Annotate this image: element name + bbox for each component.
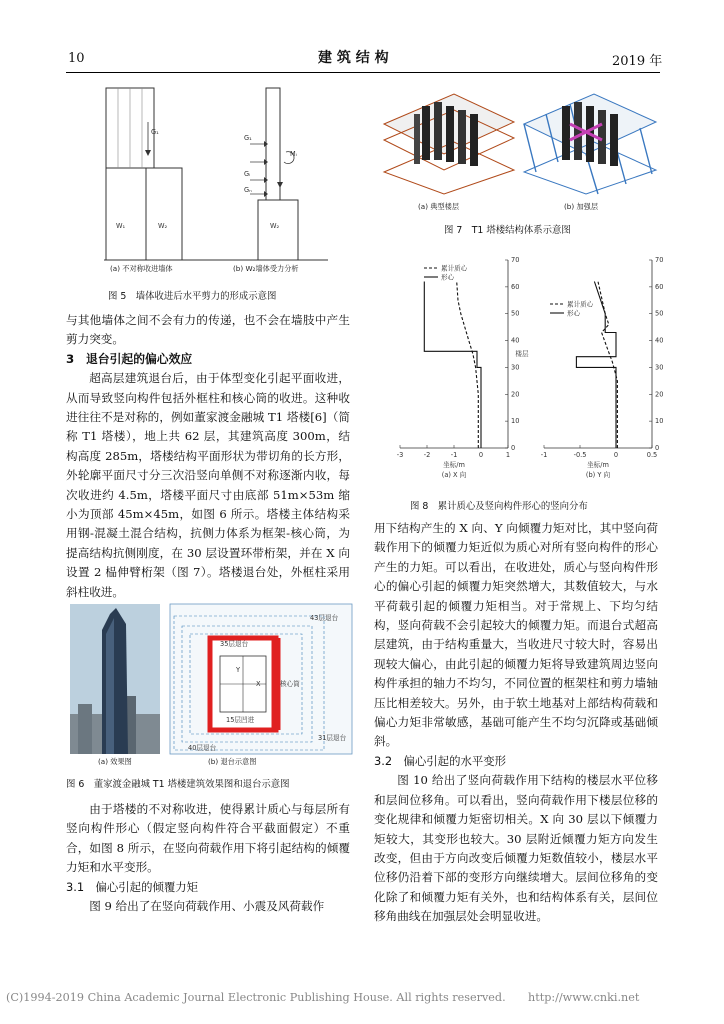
fig5a-g-label: G₁	[151, 128, 159, 136]
section-3-1-heading: 3.1 偏心引起的倾覆力矩	[66, 879, 199, 894]
chart-y-tick-label: 0	[511, 444, 516, 452]
left-p0: 与其他墙体之间不会有力的传递，也不会在墙肢中产生剪力突变。	[66, 313, 350, 347]
fig5b-gn: Gₙ	[244, 186, 252, 194]
fig6-l31: 31层退台	[318, 734, 347, 742]
section-3-2-heading: 3.2 偏心引起的水平变形	[374, 753, 507, 768]
fig5-w1: W₁	[116, 222, 126, 230]
chart-y-tick-label: 60	[655, 282, 664, 291]
chart-series-line	[424, 282, 481, 449]
fig7a-typical-floor	[384, 94, 514, 194]
chart-y-tick-label: 50	[655, 309, 664, 318]
chart-x-tick-label: 0	[478, 451, 484, 459]
left-column-lower	[66, 800, 350, 916]
chart-y-tick-label: 10	[655, 417, 664, 426]
figure-7	[374, 84, 660, 194]
page-number: 10	[68, 51, 85, 66]
chart-y-tick-label: 50	[511, 309, 520, 318]
chart-y-tick-label: 70	[655, 256, 664, 264]
fig5a-lower-left	[106, 168, 146, 260]
chart-y-tick-label: 20	[511, 390, 520, 399]
fig6-x: X	[256, 680, 261, 688]
journal-year: 2019 年	[612, 54, 663, 69]
fig6-l40: 40层退台	[188, 744, 217, 752]
legend-mass-label: 累计质心	[441, 264, 468, 273]
fig7-caption: 图 7 T1 塔楼结构体系示意图	[444, 225, 571, 236]
chart-subtitle: (b) Y 向	[585, 471, 611, 479]
fig5-caption: 图 5 墙体收进后水平剪力的形成示意图	[108, 291, 277, 302]
fig5b-w2: W₂	[270, 222, 280, 230]
chart-y-tick-label: 30	[655, 363, 664, 372]
fig5b-moment: Mᵢ	[290, 150, 297, 158]
chart-x-tick-label: -1	[540, 451, 548, 459]
figure-6	[70, 604, 352, 770]
journal-title: 建 筑 结 构	[318, 50, 389, 66]
copyright-footer: (C)1994-2019 China Academic Journal Electronic Publishing House. All rights reserved. http://www.cnki.net	[6, 991, 640, 1004]
fig6-center: 核心筒	[280, 680, 300, 688]
header-rule	[66, 72, 660, 73]
fig6-sub-a: (a) 效果图	[98, 757, 132, 766]
fig6-y: Y	[236, 666, 241, 674]
chart-subtitle: (a) X 向	[441, 471, 467, 479]
chart-x-tick-label: -2	[423, 451, 431, 459]
fig6-l43: 43层退台	[310, 614, 339, 622]
left-p1: 超高层建筑退台后，由于体型变化引起平面收进，从而导致竖向构件包括外框柱和核心筒的收进。这种收进往往不是对称的，例如董家渡金融城 T1 塔楼[6]（简称 T1 塔楼），地上共 62 层，其建筑高度 300m，结构高度 285m，塔楼结构平面形状为带切角的长方形，外轮廓平面尺寸分三次沿竖向单侧不对称逐渐内收，每次收进约 4.5m，塔楼平面尺寸由底部 51m×53m 缩小为顶部 45m×45m，如图 6 所示。塔楼主体结构采用钢-混凝土混合结构，抗侧力体系为框架-核心筒，为提高结构抗侧刚度，在 30 层设置环带桁架，并在 X 向设置 2 榀伸臂桁架（图 7）。塔楼退台处，外框柱采用斜柱收进。	[66, 371, 350, 599]
chart-x-label: 坐标/m	[443, 461, 465, 469]
chart-y-tick-label: 10	[511, 417, 520, 426]
chart-series-line	[457, 282, 479, 449]
fig6-l35: 35层退台	[220, 640, 249, 648]
chart-x-label: 坐标/m	[587, 461, 609, 469]
legend-shape-label: 形心	[567, 309, 581, 318]
fig6-sub-b: (b) 退台示意图	[208, 757, 257, 766]
fig7-sub-b: (b) 加强层	[564, 202, 599, 211]
right-p1: 用下结构产生的 X 向、Y 向倾覆力矩对比，其中竖向荷载作用下的倾覆力矩近似为质心对所有竖向构件的形心产生的力矩。可以看出，在收进处，质心与竖向构件形心的偏心引起的倾覆力矩突然增大，其数值较大，与水平荷载引起的倾覆力矩相当。对于常规上、下均匀结构，竖向荷载不会引起较大的倾覆力矩。而退台式超高层建筑，由于结构重量大，当收进尺寸较大时，容易出现较大偏心，由此引起的倾覆力矩将导致建筑周边竖向构件承担的轴力不均匀，不同位置的框架柱和剪力墙轴压比相差较大。另外，由于软土地基对上部结构荷载和偏心力矩非常敏感，基础可能产生不均匀沉降或基础倾斜。	[374, 521, 658, 749]
left-column	[66, 311, 350, 602]
chart-x-tick-label: -0.5	[573, 451, 587, 459]
chart-y-tick-label: 40	[655, 336, 664, 345]
fig6a-tower	[102, 608, 128, 754]
fig5b-gi: Gᵢ	[244, 170, 251, 178]
chart-y-tick-label: 20	[655, 390, 664, 399]
legend-mass-label: 累计质心	[567, 300, 594, 309]
chart-y-tick-label: 0	[655, 444, 660, 452]
chart-x-tick-label: -1	[450, 451, 458, 459]
fig5b-wall-lower	[258, 200, 298, 260]
fig8-caption: 图 8 累计质心及竖向构件形心的竖向分布	[410, 501, 588, 512]
section-3-heading: 3 退台引起的偏心效应	[66, 351, 193, 366]
fig6-l15: 15层凹进	[226, 716, 255, 724]
fig7b-reinforced-floor	[524, 94, 656, 194]
figure-8-charts	[372, 252, 662, 488]
fig5b-g1: G₁	[244, 134, 252, 142]
fig7-sub-a: (a) 典型楼层	[418, 202, 460, 211]
chart-x-tick-label: 0	[613, 451, 619, 459]
chart-x-tick-label: 1	[505, 451, 511, 459]
chart-y-tick-label: 30	[511, 363, 520, 372]
chart-y-tick-label: 70	[511, 256, 520, 264]
fig6-caption: 图 6 董家渡金融城 T1 塔楼建筑效果图和退台示意图	[66, 779, 290, 790]
left-p3: 图 9 给出了在竖向荷载作用、小震及风荷载作	[89, 899, 325, 914]
right-p2: 图 10 给出了竖向荷载作用下结构的楼层水平位移和层间位移角。可以看出，竖向荷载作用下楼层位移的变化规律和倾覆力矩密切相关。X 向 30 层以下倾覆力矩较大，其变形也较大。30 层附近倾覆力矩方向发生改变，但由于方向改变后倾覆力矩数值较小，楼层水平位移仍沿着下部的变形方向继续增大。层间位移角的变化除了和倾覆力矩有关外，也和结构体系有关，层间位移角曲线在加强层处会明显收进。	[374, 773, 658, 924]
chart-y-tick-label: 60	[511, 282, 520, 291]
figure-5	[104, 82, 328, 280]
fig5a-lower-right	[146, 168, 182, 260]
chart-y-tick-label: 40	[511, 336, 520, 345]
fig5-sub-b: (b) W₂墙体受力分析	[233, 264, 299, 273]
chart-series-line	[598, 282, 617, 449]
legend-shape-label: 形心	[441, 273, 455, 282]
chart-y-label: 楼层	[515, 350, 529, 358]
fig5-w2: W₂	[158, 222, 168, 230]
right-column	[374, 519, 658, 927]
chart-x-tick-label: -3	[396, 451, 404, 459]
fig5-sub-a: (a) 不对称收进墙体	[110, 264, 173, 273]
left-p2: 由于塔楼的不对称收进，使得累计质心与每层所有竖向构件形心（假定竖向构件符合平截面假定）不重合，如图 8 所示，在竖向荷载作用下将引起结构的倾覆力矩和水平变形。	[66, 802, 350, 875]
chart-x-tick-label: 0.5	[646, 451, 658, 459]
